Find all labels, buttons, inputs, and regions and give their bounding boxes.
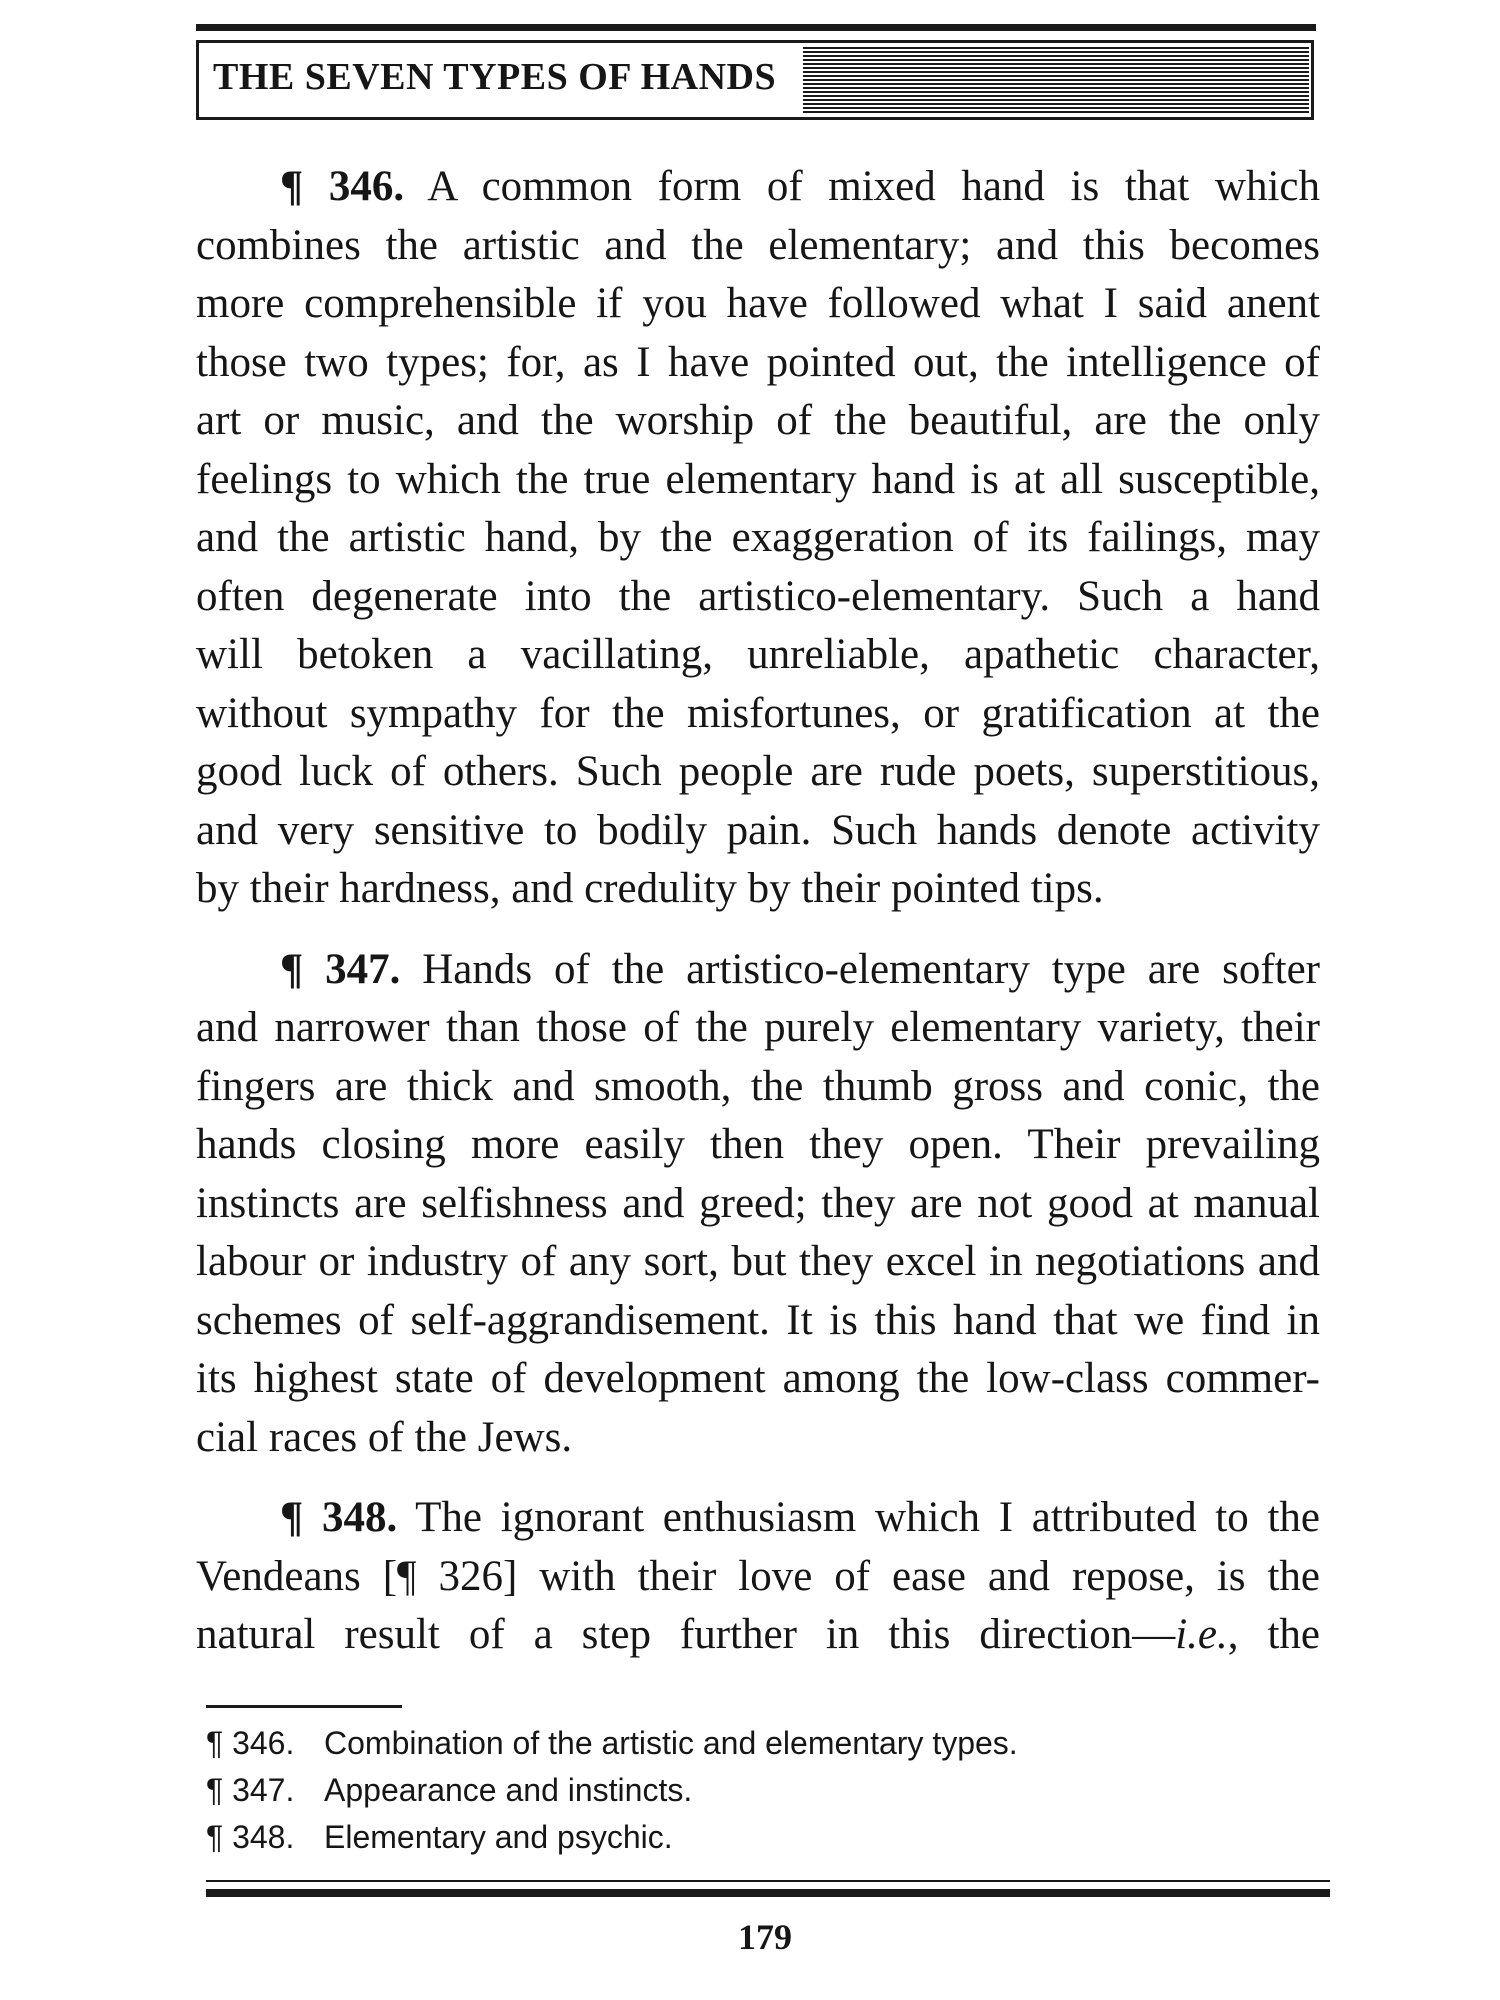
- text-line: and narrower than those of the purely elementary variety, their: [196, 1004, 1320, 1051]
- footer-thick-rule: [206, 1889, 1330, 1897]
- paragraph-gap: [196, 919, 1320, 941]
- body-text: [196, 158, 1320, 1665]
- text-line: without sympathy for the misfortunes, or gratification at the: [196, 689, 1320, 737]
- text-line-rest: Hands of the artistico-elementary type are softer: [400, 945, 1320, 993]
- text-line: and very sensitive to bodily pain. Such hands denote activity: [196, 806, 1320, 854]
- footnote-item: [206, 1814, 1018, 1861]
- text-line: labour or industry of any sort, but they excel in negotiations and: [196, 1238, 1320, 1285]
- text-line: art or music, and the worship of the beautiful, are the only: [196, 397, 1320, 444]
- header-top-rule: [196, 24, 1316, 31]
- footnote-text: Elementary and psychic.: [324, 1819, 673, 1855]
- text-line: by their hardness, and credulity by their pointed tips.: [196, 865, 1104, 912]
- running-header: [196, 40, 1314, 120]
- footnote-item: [206, 1767, 1018, 1814]
- text-line: combines the artistic and the elementary; and this becomes: [196, 221, 1320, 269]
- section-marker: ¶ 347.: [280, 945, 401, 993]
- footnote-item: [206, 1720, 1018, 1767]
- text-line: schemes of self-aggrandisement. It is this hand that we find in: [196, 1296, 1320, 1344]
- text-line-rest: A common form of mixed hand is that which: [404, 163, 1320, 210]
- page-number: 179: [738, 1917, 792, 1957]
- text-line: those two types; for, as I have pointed out, the intelligence of: [196, 338, 1320, 386]
- footnote-number: ¶ 346.: [206, 1725, 295, 1761]
- footnote-text: Combination of the artistic and elementary types.: [324, 1725, 1018, 1761]
- running-header-title: THE SEVEN TYPES OF HANDS: [213, 56, 777, 98]
- header-hatch-ornament: [803, 47, 1309, 113]
- footnote-number: ¶ 347.: [206, 1772, 295, 1808]
- text-line: often degenerate into the artistico-elementary. Such a hand: [196, 572, 1320, 620]
- text-line: instincts are selfishness and greed; they are not good at manual: [196, 1179, 1320, 1227]
- paragraph-348: [196, 1489, 1320, 1665]
- text-line: its highest state of development among the low-class commer-: [196, 1355, 1320, 1402]
- text-line: fingers are thick and smooth, the thumb gross and conic, the: [196, 1062, 1320, 1110]
- paragraph-347: [196, 941, 1320, 1468]
- text-line: [196, 1489, 1320, 1548]
- text-line: hands closing more easily then they open. Their prevailing: [196, 1121, 1320, 1168]
- footnote-number: ¶ 348.: [206, 1819, 295, 1855]
- paragraph-346: [196, 158, 1320, 919]
- text-run: , the: [1227, 1611, 1320, 1658]
- footnote-text: Appearance and instincts.: [324, 1772, 693, 1808]
- text-line: good luck of others. Such people are rude poets, superstitious,: [196, 748, 1320, 795]
- section-marker: ¶ 346.: [280, 163, 405, 210]
- text-line: will betoken a vacillating, unreliable, apathetic character,: [196, 631, 1320, 678]
- text-line-rest: The ignorant enthusiasm which I attributed to the: [397, 1494, 1320, 1541]
- text-line: [196, 941, 1320, 1000]
- footnotes: [206, 1720, 1018, 1861]
- italic-abbreviation: i.e.: [1175, 1611, 1228, 1658]
- text-line: Vendeans [¶ 326] with their love of ease and repose, is the: [196, 1552, 1320, 1600]
- text-line: [196, 1606, 1320, 1665]
- text-line: feelings to which the true elementary hand is at all susceptible,: [196, 455, 1320, 503]
- text-line: more comprehensible if you have followed what I said anent: [196, 280, 1320, 327]
- section-marker: ¶ 348.: [280, 1494, 398, 1541]
- text-line: [196, 158, 1320, 217]
- text-line: cial races of the Jews.: [196, 1413, 573, 1461]
- text-run: natural result of a step further in this direction—: [196, 1611, 1176, 1658]
- text-line: and the artistic hand, by the exaggeration of its failings, may: [196, 514, 1320, 561]
- paragraph-gap: [196, 1467, 1320, 1489]
- footer-thin-rule: [206, 1880, 1330, 1882]
- footnote-rule: [206, 1705, 402, 1708]
